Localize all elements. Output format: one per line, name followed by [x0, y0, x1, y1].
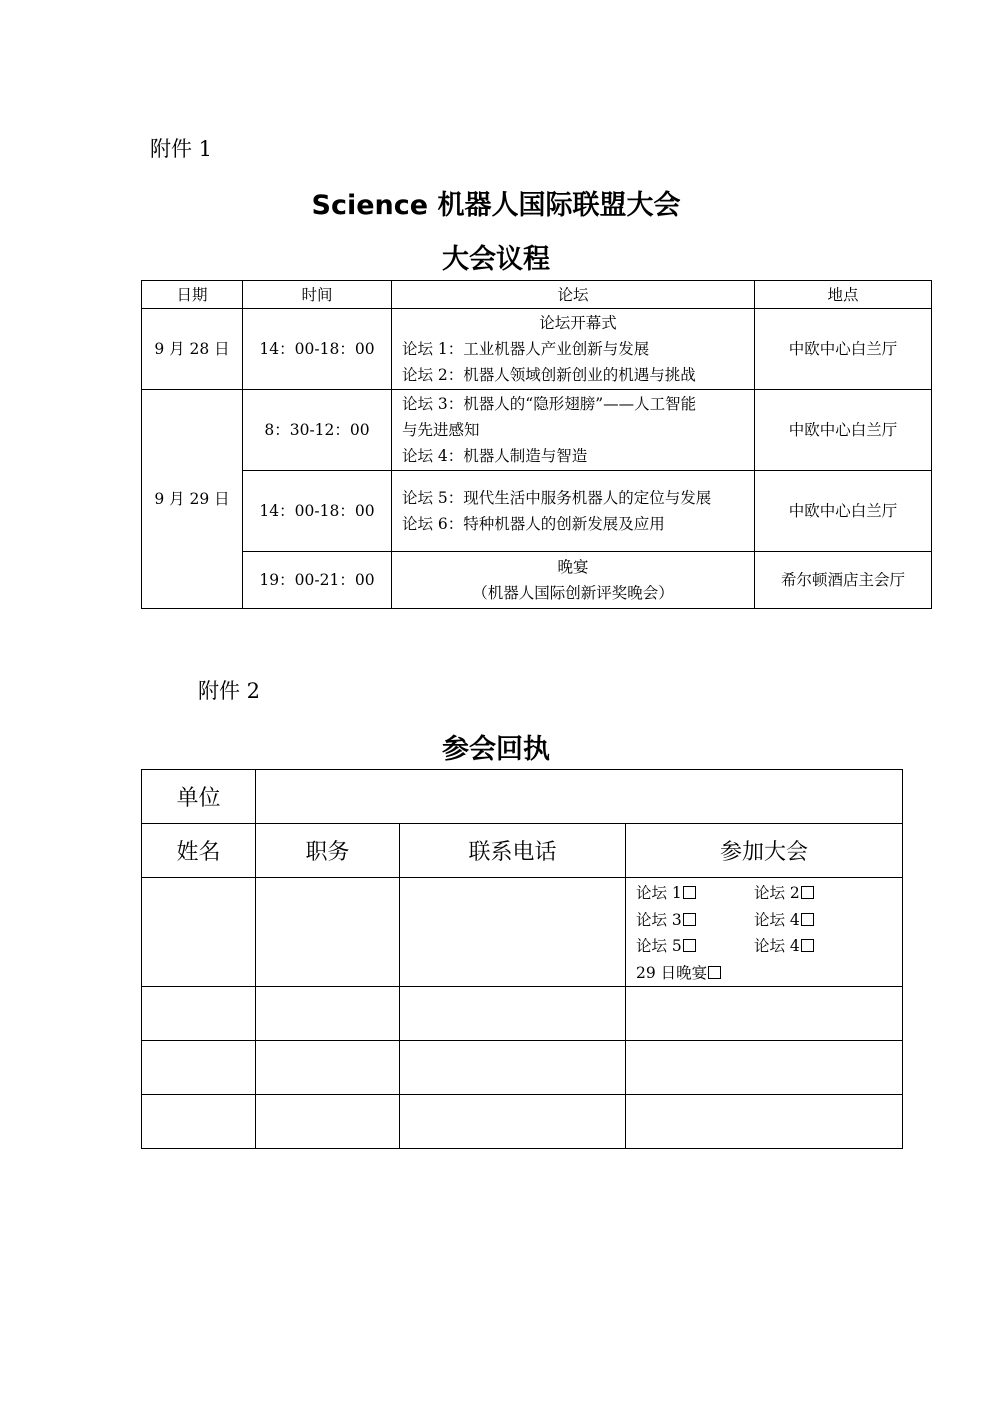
forum-cell [392, 471, 755, 552]
header-phone: 联系电话 [400, 824, 626, 878]
forum-line: 晚宴 [557, 558, 589, 576]
phone-field[interactable] [400, 987, 626, 1041]
forum-cell [392, 309, 755, 390]
attend-field[interactable] [626, 987, 903, 1041]
receipt-table [141, 769, 903, 1149]
time-cell: 19：00-21：00 [243, 552, 392, 609]
option-forum-5[interactable]: 论坛 5 [636, 933, 754, 960]
time-cell: 14：00-18：00 [243, 309, 392, 390]
position-field[interactable] [256, 1095, 400, 1149]
unit-row [142, 770, 903, 824]
agenda-row-day2-evening [142, 552, 932, 609]
forum-cell [392, 390, 755, 471]
forum-line: 论坛 1：工业机器人产业创新与发展 [402, 340, 650, 358]
forum-cell [392, 552, 755, 609]
checkbox-icon[interactable] [801, 886, 814, 899]
position-field[interactable] [256, 1041, 400, 1095]
name-field[interactable] [142, 987, 256, 1041]
phone-field[interactable] [400, 1041, 626, 1095]
option-dinner-29[interactable]: 29 日晚宴 [636, 960, 721, 987]
checkbox-icon[interactable] [683, 913, 696, 926]
forum-line: 论坛 5：现代生活中服务机器人的定位与发展 [402, 489, 712, 507]
checkbox-icon[interactable] [683, 886, 696, 899]
receipt-row [142, 987, 903, 1041]
date-cell: 9 月 28 日 [142, 309, 243, 390]
phone-field[interactable] [400, 1095, 626, 1149]
option-forum-2[interactable]: 论坛 2 [754, 880, 814, 907]
header-attend: 参加大会 [626, 824, 903, 878]
forum-line: （机器人国际创新评奖晚会） [472, 584, 674, 602]
venue-cell: 中欧中心白兰厅 [755, 390, 932, 471]
header-venue: 地点 [755, 281, 932, 309]
venue-cell: 希尔顿酒店主会厅 [755, 552, 932, 609]
forum-line: 论坛 4：机器人制造与智造 [402, 447, 588, 465]
option-forum-3[interactable]: 论坛 3 [636, 907, 754, 934]
phone-field[interactable] [400, 878, 626, 987]
option-forum-4[interactable]: 论坛 4 [754, 907, 814, 934]
receipt-row [142, 1041, 903, 1095]
time-cell: 8：30-12：00 [243, 390, 392, 471]
checkbox-icon[interactable] [708, 966, 721, 979]
position-field[interactable] [256, 878, 400, 987]
position-field[interactable] [256, 987, 400, 1041]
forum-line: 论坛 3：机器人的“隐形翅膀”——人工智能 [402, 395, 697, 413]
header-time: 时间 [243, 281, 392, 309]
attend-field[interactable] [626, 1041, 903, 1095]
agenda-table [141, 280, 932, 609]
agenda-row-day2-morning [142, 390, 932, 471]
attend-options [626, 878, 903, 987]
attachment-1-label: 附件 1 [150, 137, 213, 161]
option-forum-1[interactable]: 论坛 1 [636, 880, 754, 907]
name-field[interactable] [142, 878, 256, 987]
header-forum: 论坛 [392, 281, 755, 309]
agenda-title: 大会议程 [442, 244, 550, 275]
attachment-2-label: 附件 2 [198, 679, 261, 703]
forum-line: 论坛开幕式 [539, 314, 617, 332]
forum-line: 与先进感知 [402, 421, 480, 439]
receipt-title: 参会回执 [442, 734, 550, 765]
checkbox-icon[interactable] [801, 913, 814, 926]
receipt-row [142, 878, 903, 987]
receipt-row [142, 1095, 903, 1149]
agenda-row-day1 [142, 309, 932, 390]
date-cell: 9 月 29 日 [142, 390, 243, 609]
checkbox-icon[interactable] [683, 939, 696, 952]
unit-label: 单位 [142, 770, 256, 824]
agenda-row-day2-afternoon [142, 471, 932, 552]
option-forum-4-repeat[interactable]: 论坛 4 [754, 933, 814, 960]
header-position: 职务 [256, 824, 400, 878]
agenda-header-row [142, 281, 932, 309]
time-cell: 14：00-18：00 [243, 471, 392, 552]
name-field[interactable] [142, 1095, 256, 1149]
receipt-header-row [142, 824, 903, 878]
forum-line: 论坛 6：特种机器人的创新发展及应用 [402, 515, 665, 533]
name-field[interactable] [142, 1041, 256, 1095]
document-title: Science 机器人国际联盟大会 [311, 190, 681, 221]
header-date: 日期 [142, 281, 243, 309]
venue-cell: 中欧中心白兰厅 [755, 309, 932, 390]
forum-line: 论坛 2：机器人领域创新创业的机遇与挑战 [402, 366, 696, 384]
checkbox-icon[interactable] [801, 939, 814, 952]
header-name: 姓名 [142, 824, 256, 878]
unit-field[interactable] [256, 770, 903, 824]
attend-field[interactable] [626, 1095, 903, 1149]
venue-cell: 中欧中心白兰厅 [755, 471, 932, 552]
